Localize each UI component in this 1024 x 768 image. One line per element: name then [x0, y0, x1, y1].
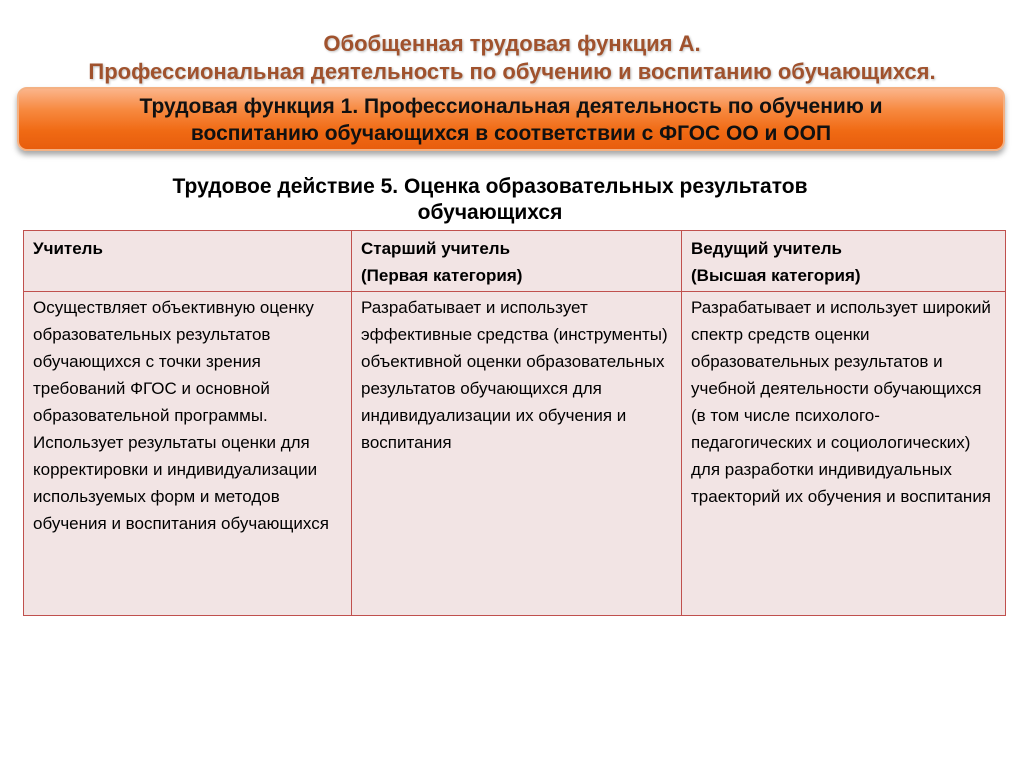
subheading-line-2: обучающихся — [417, 201, 563, 224]
banner-line-1: Трудовая функция 1. Профессиональная деятельность по обучению и — [139, 95, 883, 118]
qualification-table — [23, 230, 1006, 616]
header-senior-teacher-category: (Первая категория) — [361, 266, 523, 285]
action-subheading — [60, 174, 920, 226]
header-lead-teacher-category: (Высшая категория) — [691, 266, 861, 285]
cell-senior-teacher: Разрабатывает и использует эффективные средства (инструменты) объективной оценки образовательных результатов обучающихся для индивидуализации их обучения и воспитания — [352, 292, 682, 616]
banner-line-2: воспитанию обучающихся в соответствии с ФГОС ОО и ООП — [190, 122, 832, 145]
header-senior-teacher-title: Старший учитель — [361, 239, 511, 258]
header-senior-teacher — [352, 231, 682, 292]
slide-heading — [0, 30, 1024, 86]
heading-line-2: Профессиональная деятельность по обучению и воспитанию обучающихся. — [88, 59, 936, 84]
header-lead-teacher — [682, 231, 1006, 292]
heading-line-1: Обобщенная трудовая функция А. — [323, 31, 701, 56]
header-teacher — [24, 231, 352, 292]
table-row — [24, 292, 1006, 616]
subheading-line-1: Трудовое действие 5. Оценка образовательных результатов — [172, 175, 808, 198]
header-teacher-title: Учитель — [33, 239, 103, 258]
table-header-row — [24, 231, 1006, 292]
cell-teacher: Осуществляет объективную оценку образовательных результатов обучающихся с точки зрения требований ФГОС и основной образовательной программы. Использует результаты оценки для корректировки и индивидуализации используемых форм и методов обучения и воспитания обучающихся — [24, 292, 352, 616]
header-lead-teacher-title: Ведущий учитель — [691, 239, 842, 258]
function-banner — [17, 87, 1005, 151]
cell-lead-teacher: Разрабатывает и использует широкий спектр средств оценки образовательных результатов и учебной деятельности обучающихся (в том числе психолого-педагогических и социологических) для разработки индивидуальных траекторий их обучения и воспитания — [682, 292, 1006, 616]
